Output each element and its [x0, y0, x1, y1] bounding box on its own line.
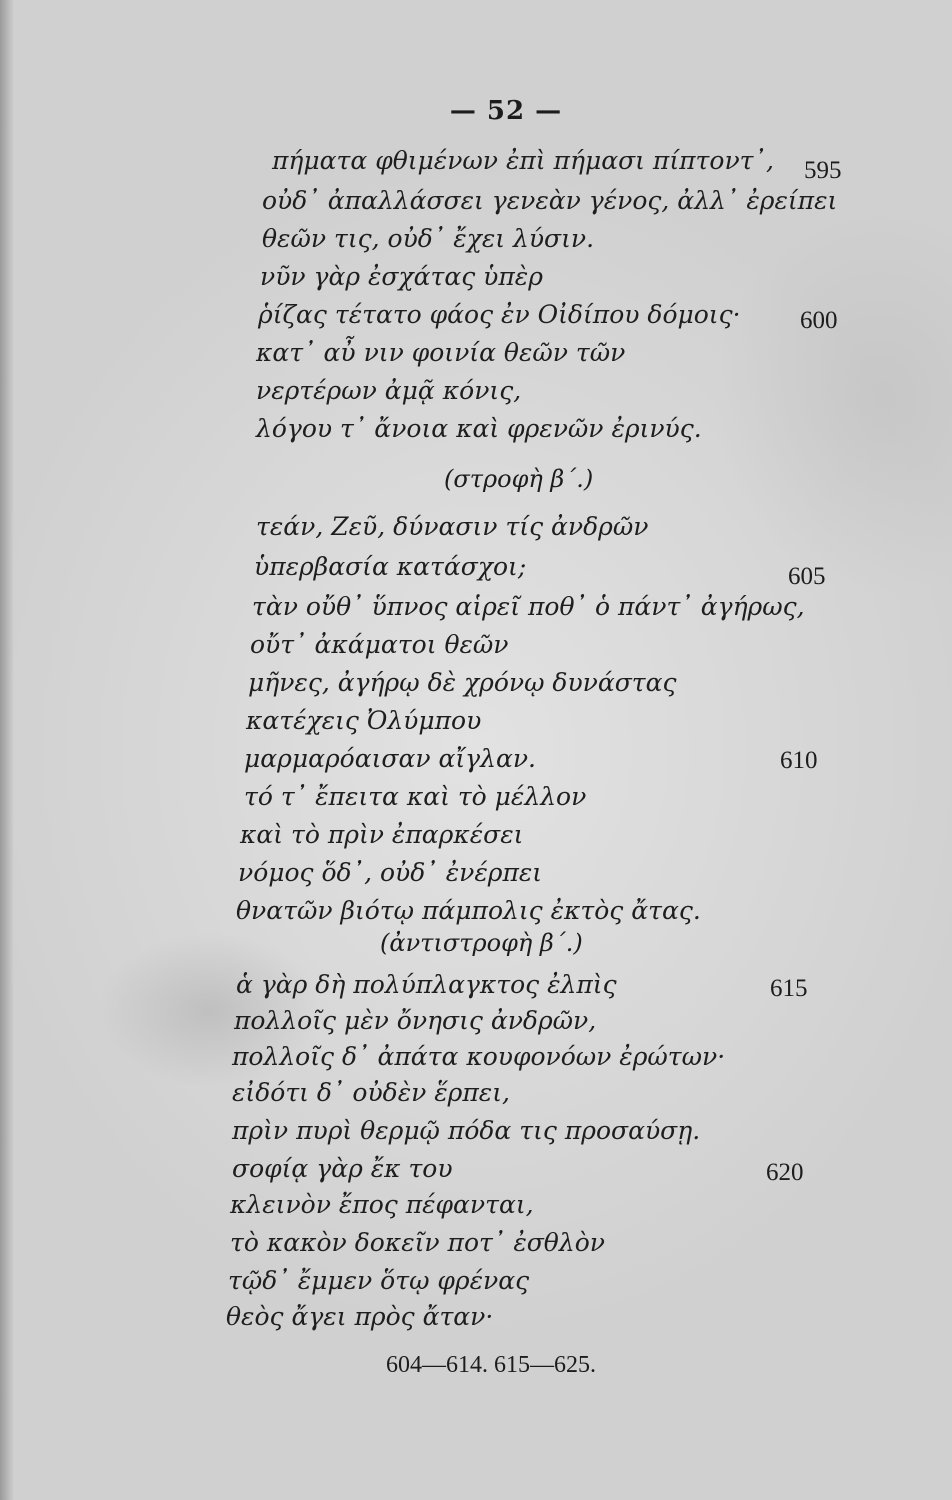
- verse-line: εἰδότι δ᾽ οὐδὲν ἕρπει,: [232, 1078, 510, 1107]
- verse-line: πολλοῖς δ᾽ ἀπάτα κουφονόων ἐρώτων·: [232, 1042, 726, 1071]
- verse-line: σοφίᾳ γὰρ ἔκ του: [232, 1154, 453, 1183]
- verse-line: τὸ κακὸν δοκεῖν ποτ᾽ ἐσθλὸν: [230, 1228, 605, 1257]
- line-number: 600: [800, 307, 838, 334]
- verse-line: νόμος ὅδ᾽, οὐδ᾽ ἐνέρπει: [238, 858, 543, 887]
- verse-line: οὐδ᾽ ἀπαλλάσσει γενεὰν γένος, ἀλλ᾽ ἐρείπει: [262, 186, 838, 215]
- verse-line: θνατῶν βιότῳ πάμπολις ἐκτὸς ἄτας.: [236, 896, 701, 925]
- verse-line: νῦν γὰρ ἐσχάτας ὑπὲρ: [260, 262, 543, 291]
- verse-line: θεῶν τις, οὐδ᾽ ἔχει λύσιν.: [262, 224, 595, 253]
- verse-line: κατέχεις Ὀλύμπου: [246, 706, 482, 735]
- verse-line: πρὶν πυρὶ θερμῷ πόδα τις προσαύσῃ.: [232, 1116, 701, 1145]
- verse-line: κλεινὸν ἔπος πέφανται,: [230, 1190, 534, 1219]
- section-heading-antistrophe: (ἀντιστροφὴ β΄.): [380, 929, 583, 957]
- page-number: — 52 —: [449, 96, 563, 126]
- verse-line: πήματα φθιμένων ἐπὶ πήμασι πίπτοντ᾽,: [272, 146, 774, 175]
- footer-line-range: 604—614. 615—625.: [386, 1352, 596, 1378]
- verse-line: μαρμαρόαισαν αἴγλαν.: [244, 744, 536, 773]
- verse-line: κατ᾽ αὖ νιν φοινία θεῶν τῶν: [256, 338, 626, 367]
- verse-line: καὶ τὸ πρὶν ἐπαρκέσει: [240, 820, 524, 849]
- page-edge-shadow: [0, 0, 14, 1500]
- line-number: 610: [780, 747, 818, 774]
- verse-line: τεάν, Ζεῦ, δύνασιν τίς ἀνδρῶν: [256, 512, 649, 541]
- verse-line: τὰν οὔθ᾽ ὕπνος αἱρεῖ ποθ᾽ ὁ πάντ᾽ ἀγήρως,: [252, 592, 805, 621]
- verse-line: θεὸς ἄγει πρὸς ἄταν·: [226, 1302, 494, 1331]
- line-number: 595: [804, 157, 842, 184]
- section-heading-strophe: (στροφὴ β΄.): [444, 465, 594, 493]
- verse-line: ἁ γὰρ δὴ πολύπλαγκτος ἐλπὶς: [236, 970, 617, 999]
- verse-line: μῆνες, ἀγήρῳ δὲ χρόνῳ δυνάστας: [248, 668, 677, 697]
- verse-line: λόγου τ᾽ ἄνοια καὶ φρενῶν ἐρινύς.: [256, 414, 702, 443]
- line-number: 605: [788, 563, 826, 590]
- verse-line: τῷδ᾽ ἔμμεν ὅτῳ φρένας: [228, 1266, 530, 1295]
- verse-line: νερτέρων ἀμᾷ κόνις,: [256, 376, 522, 405]
- line-number: 620: [766, 1159, 804, 1186]
- verse-line: ὑπερβασία κατάσχοι;: [254, 552, 527, 581]
- line-number: 615: [770, 975, 808, 1002]
- verse-line: ῥίζας τέτατο φάος ἐν Οἰδίπου δόμοις·: [258, 300, 741, 329]
- verse-line: τό τ᾽ ἔπειτα καὶ τὸ μέλλον: [244, 782, 587, 811]
- verse-line: πολλοῖς μὲν ὄνησις ἀνδρῶν,: [234, 1006, 597, 1035]
- verse-line: οὔτ᾽ ἀκάματοι θεῶν: [250, 630, 509, 659]
